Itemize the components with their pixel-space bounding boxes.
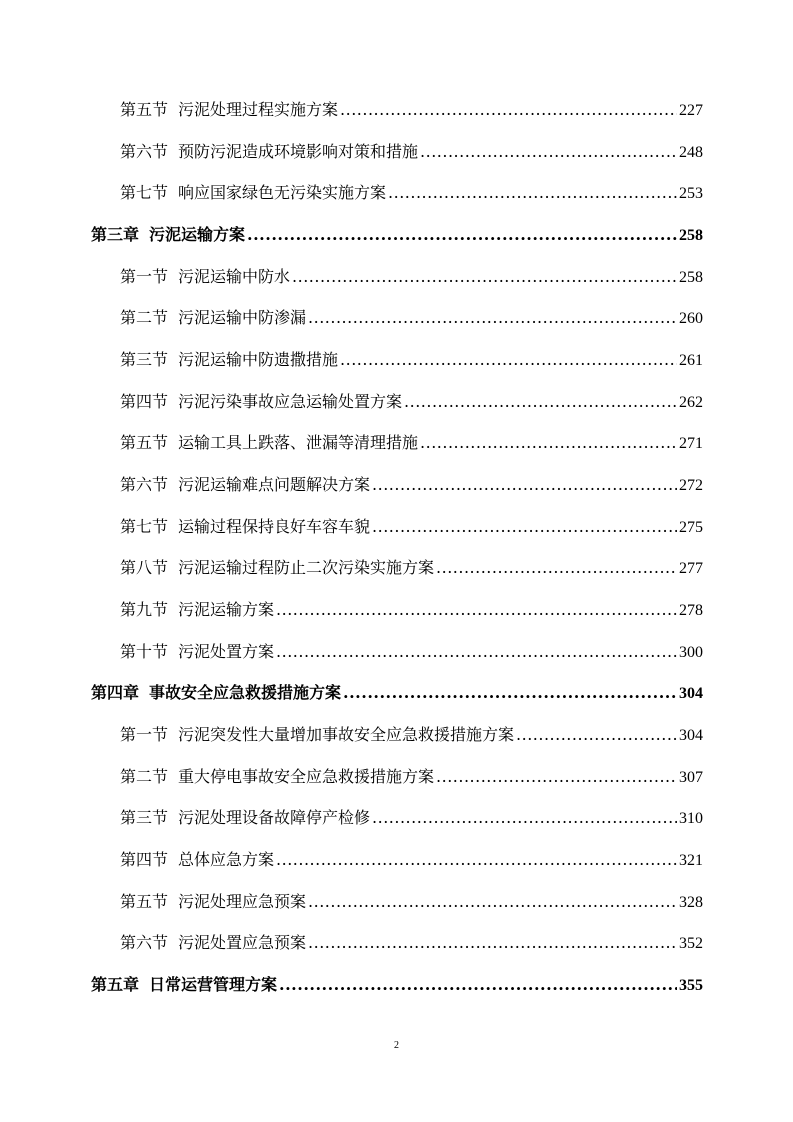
toc-leader-dots [372,515,677,539]
toc-entry-title: 污泥处理应急预案 [178,892,307,911]
toc-entry-page: 328 [679,894,703,911]
toc-entry-title: 响应国家绿色无污染实施方案 [178,183,387,202]
toc-entry-page: 271 [679,435,703,452]
toc-entry-page: 278 [679,602,703,619]
toc-leader-dots [343,681,677,705]
toc-entry-page: 260 [679,310,703,327]
toc-entry-page: 310 [679,810,703,827]
toc-entry-title: 污泥运输中防水 [178,267,291,286]
toc-chapter-title: 日常运营管理方案 [149,975,278,994]
toc-entry[interactable] [120,140,703,164]
toc-entry[interactable] [120,556,703,580]
toc-entry-title: 污泥处置应急预案 [178,933,307,952]
toc-leader-dots [516,723,677,747]
toc-chapter-title: 事故安全应急救援措施方案 [149,683,342,702]
toc-entry-title: 污泥运输方案 [178,600,275,619]
toc-leader-dots [279,973,677,997]
toc-leader-dots [436,765,677,789]
toc-entry-page: 227 [679,102,703,119]
toc-entry-title: 污泥运输中防渗漏 [178,308,307,327]
toc-entry-title: 运输过程保持良好车容车貌 [178,517,371,536]
toc-entry[interactable] [120,598,703,622]
toc-entry-page: 248 [679,144,703,161]
toc-entry-title: 污泥运输难点问题解决方案 [178,475,371,494]
toc-leader-dots [276,640,677,664]
toc-entry-page: 321 [679,852,703,869]
toc-entry-page: 258 [679,269,703,286]
toc-chapter-title: 污泥运输方案 [149,225,246,244]
toc-entry[interactable] [120,473,703,497]
toc-leader-dots [340,98,677,122]
toc-entry[interactable] [120,181,703,205]
toc-entry-page: 352 [679,935,703,952]
toc-entry-number: 第九节 [120,600,169,619]
toc-leader-dots [372,473,677,497]
toc-entry-title: 预防污泥造成环境影响对策和措施 [178,142,419,161]
toc-entry[interactable] [120,348,703,372]
toc-entry-number: 第一节 [120,725,169,744]
toc-entry-number: 第七节 [120,517,169,536]
toc-chapter-number: 第四章 [91,683,140,702]
toc-entry-number: 第六节 [120,933,169,952]
toc-leader-dots [276,598,677,622]
toc-entry-number: 第十节 [120,642,169,661]
toc-entry[interactable] [120,390,703,414]
toc-entry-page: 300 [679,644,703,661]
toc-entry[interactable] [120,890,703,914]
toc-chapter-number: 第五章 [91,975,140,994]
toc-leader-dots [436,556,677,580]
toc-entry-title: 污泥处理过程实施方案 [178,100,339,119]
toc-entry[interactable] [120,306,703,330]
toc-entry-number: 第八节 [120,558,169,577]
toc-entry-number: 第二节 [120,308,169,327]
toc-entry[interactable] [120,98,703,122]
toc-entry-page: 275 [679,519,703,536]
toc-entry-page: 304 [679,685,703,702]
toc-leader-dots [308,931,677,955]
toc-entry-title: 总体应急方案 [178,850,275,869]
toc-leader-dots [247,223,677,247]
toc-chapter-entry[interactable] [91,223,703,247]
toc-chapter-entry[interactable] [91,973,703,997]
toc-entry[interactable] [120,723,703,747]
toc-leader-dots [372,806,677,830]
toc-entry[interactable] [120,265,703,289]
toc-entry-page: 272 [679,477,703,494]
toc-entry-title: 运输工具上跌落、泄漏等清理措施 [178,433,419,452]
toc-entry[interactable] [120,640,703,664]
toc-entry[interactable] [120,848,703,872]
toc-leader-dots [340,348,677,372]
toc-entry-page: 355 [679,977,703,994]
toc-leader-dots [420,431,677,455]
toc-entry-title: 污泥处理设备故障停产检修 [178,808,371,827]
toc-entry[interactable] [120,431,703,455]
toc-entry-number: 第五节 [120,892,169,911]
toc-entry-title: 污泥突发性大量增加事故安全应急救援措施方案 [178,725,515,744]
toc-entry[interactable] [120,806,703,830]
toc-entry[interactable] [120,765,703,789]
toc-entry-page: 253 [679,185,703,202]
toc-entry-number: 第五节 [120,433,169,452]
toc-entry-number: 第一节 [120,267,169,286]
toc-chapter-entry[interactable] [91,681,703,705]
toc-entry-title: 污泥运输中防遗撒措施 [178,350,339,369]
toc-entry-title: 污泥运输过程防止二次污染实施方案 [178,558,435,577]
toc-entry[interactable] [120,931,703,955]
toc-chapter-number: 第三章 [91,225,140,244]
toc-entry-number: 第三节 [120,808,169,827]
toc-entry-number: 第四节 [120,850,169,869]
toc-entry-page: 307 [679,769,703,786]
toc-leader-dots [388,181,677,205]
toc-entry-page: 261 [679,352,703,369]
toc-entry-page: 304 [679,727,703,744]
toc-leader-dots [308,890,677,914]
toc-entry-number: 第七节 [120,183,169,202]
toc-leader-dots [308,306,677,330]
toc-leader-dots [420,140,677,164]
toc-entry-title: 污泥处置方案 [178,642,275,661]
toc-entry[interactable] [120,515,703,539]
toc-entry-title: 污泥污染事故应急运输处置方案 [178,392,403,411]
toc-entry-number: 第六节 [120,475,169,494]
toc-entry-number: 第六节 [120,142,169,161]
toc-entry-number: 第二节 [120,767,169,786]
toc-leader-dots [404,390,677,414]
toc-entry-page: 258 [679,227,703,244]
toc-entry-number: 第五节 [120,100,169,119]
toc-leader-dots [276,848,677,872]
toc-entry-title: 重大停电事故安全应急救援措施方案 [178,767,435,786]
toc-entry-page: 277 [679,560,703,577]
toc-entry-number: 第四节 [120,392,169,411]
toc-entry-number: 第三节 [120,350,169,369]
toc-leader-dots [292,265,677,289]
toc-entry-page: 262 [679,394,703,411]
page-number: 2 [394,1040,399,1051]
